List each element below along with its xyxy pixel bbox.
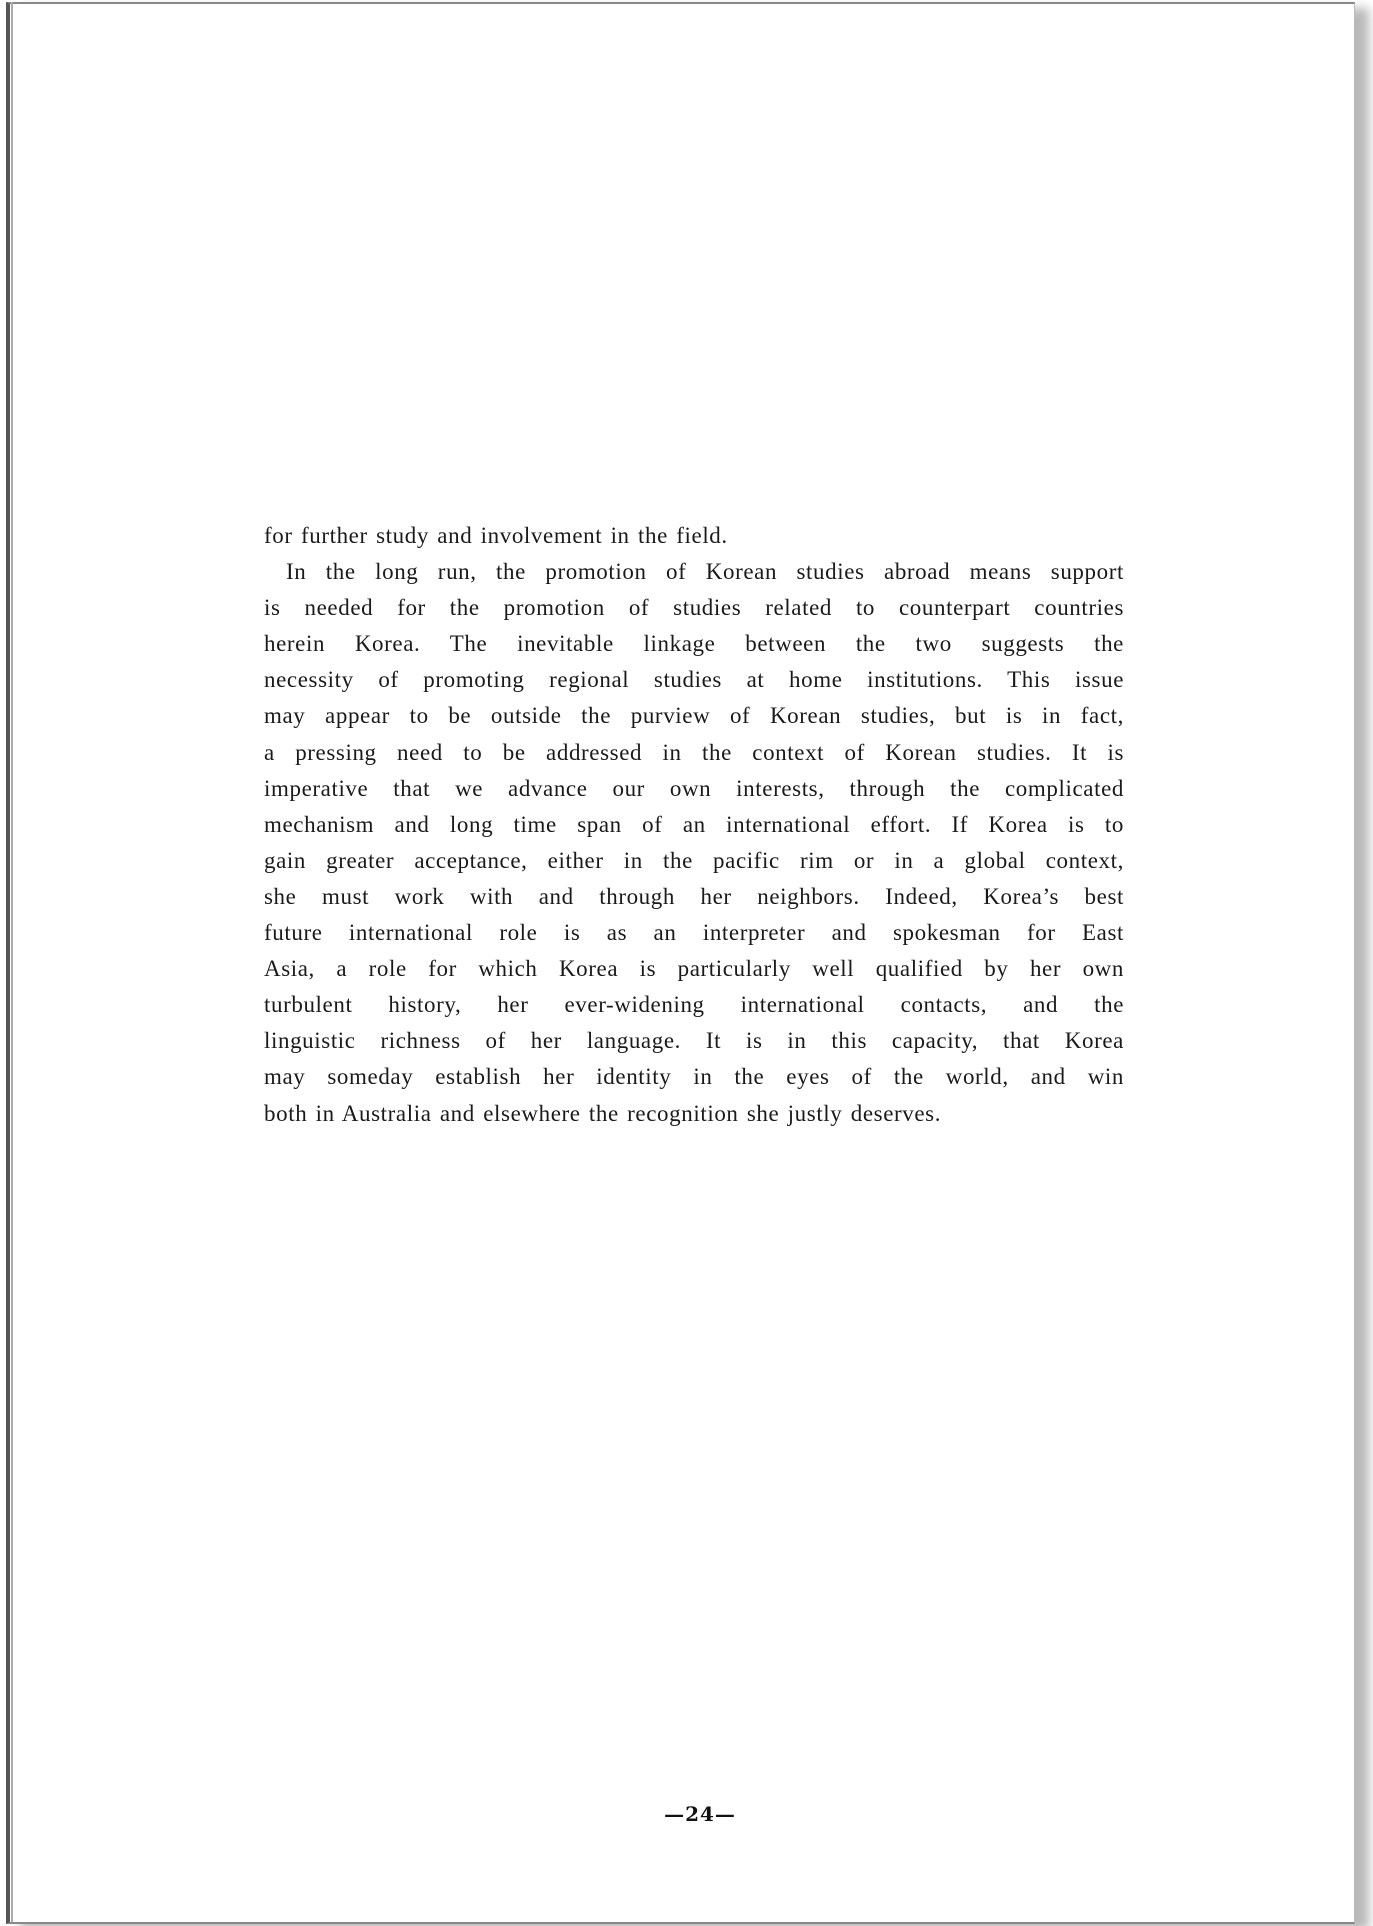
page-number: —24—	[664, 1802, 736, 1826]
text-line: linguistic richness of her language. It is in this capacity, that Korea	[264, 1028, 1124, 1054]
text-line: for further study and involvement in the field.	[264, 523, 728, 548]
page-binding-edge	[11, 2, 13, 1922]
text-line: may appear to be outside the purview of Korean studies, but is in fact,	[264, 703, 1124, 729]
text-line: imperative that we advance our own interests, through the complicated	[264, 775, 1124, 801]
text-line: In the long run, the promotion of Korean studies abroad means support	[286, 559, 1124, 585]
text-line: future international role is as an interpreter and spokesman for East	[264, 920, 1124, 946]
text-line: is needed for the promotion of studies related to counterpart countries	[264, 595, 1124, 621]
text-line: a pressing need to be addressed in the context of Korean studies. It is	[264, 739, 1124, 765]
text-line: she must work with and through her neighbors. Indeed, Korea’s best	[264, 883, 1124, 909]
text-line: mechanism and long time span of an international effort. If Korea is to	[264, 811, 1124, 837]
text-line: both in Australia and elsewhere the recognition she justly deserves.	[264, 1100, 942, 1126]
text-line: turbulent history, her ever-widening international contacts, and the	[264, 992, 1124, 1018]
text-line: Asia, a role for which Korea is particularly well qualified by her own	[264, 956, 1124, 982]
body-text	[264, 518, 1124, 1132]
text-line: gain greater acceptance, either in the pacific rim or in a global context,	[264, 847, 1124, 873]
text-line: herein Korea. The inevitable linkage between the two suggests the	[264, 631, 1124, 657]
text-line: may someday establish her identity in the eyes of the world, and win	[264, 1064, 1124, 1090]
text-line: necessity of promoting regional studies at home institutions. This issue	[264, 667, 1124, 693]
